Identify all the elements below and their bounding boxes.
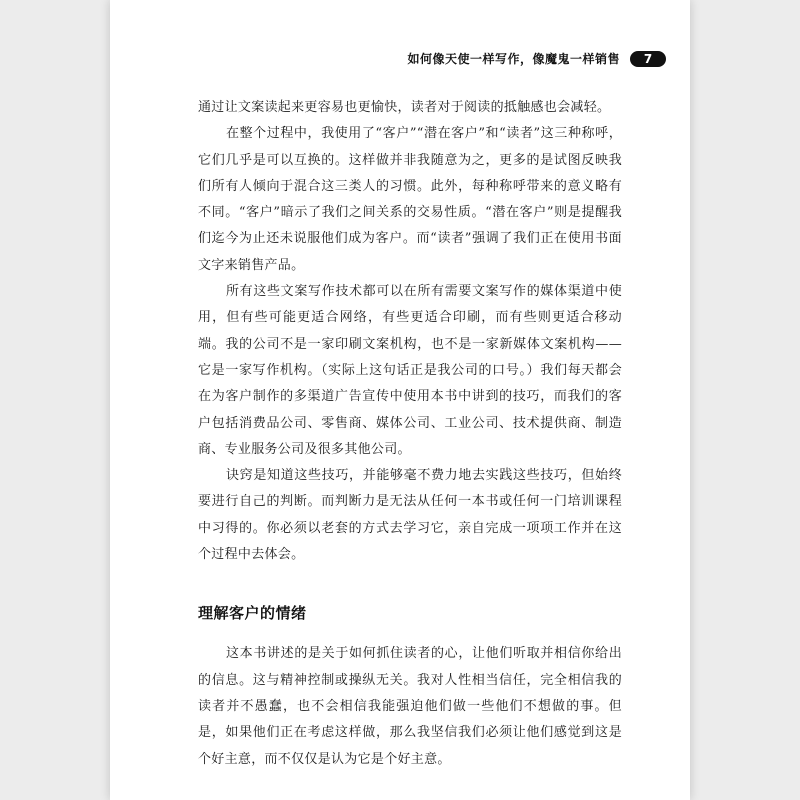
paragraph-judgment: 诀窍是知道这些技巧，并能够毫不费力地去实践这些技巧，但始终要进行自己的判断。而判断力是无法从任何一本书或任何一门培训课程中习得的。你必须以老套的方式去学习它，亲自完成一项项工作并在这个过程中去体会。: [198, 468, 622, 563]
page-content: [198, 95, 622, 773]
running-title: 如何像天使一样写作，像魔鬼一样销售: [407, 52, 620, 66]
section-heading: 理解客户的情绪: [198, 604, 307, 623]
page-number-badge: 7: [630, 51, 666, 67]
book-page: [110, 0, 690, 800]
paragraph-section-intro: 这本书讲述的是关于如何抓住读者的心，让他们听取并相信你给出的信息。这与精神控制或操纵无关。我对人性相当信任，完全相信我的读者并不愚蠢，也不会相信我能强迫他们做一些他们不想做的事。但是，如果他们正在考虑这样做，那么我坚信我们必须让他们感觉到这是个好主意，而不仅仅是认为它是个好主意。: [198, 646, 622, 767]
paragraph-channels: 所有这些文案写作技术都可以在所有需要文案写作的媒体渠道中使用，但有些可能更适合网络，有些更适合印刷，而有些则更适合移动端。我的公司不是一家印刷文案机构，也不是一家新媒体文案机构——它是一家写作机构。（实际上这句话正是我公司的口号。）我们每天都会在为客户制作的多渠道广告宣传中使用本书中讲到的技巧，而我们的客户包括消费品公司、零售商、媒体公司、工业公司、技术提供商、制造商、专业服务公司及很多其他公司。: [198, 284, 622, 457]
running-header: [407, 50, 666, 67]
paragraph-terms: 在整个过程中，我使用了“客户”“潜在客户”和“读者”这三种称呼，它们几乎是可以互换的。这样做并非我随意为之，更多的是试图反映我们所有人倾向于混合这三类人的习惯。此外，每种称呼带来的意义略有不同。“客户”暗示了我们之间关系的交易性质。“潜在客户”则是提醒我们迄今为止还未说服他们成为客户。而“读者”强调了我们正在使用书面文字来销售产品。: [198, 126, 622, 273]
paragraph-continued: 通过让文案读起来更容易也更愉快，读者对于阅读的抵触感也会减轻。: [198, 100, 611, 115]
